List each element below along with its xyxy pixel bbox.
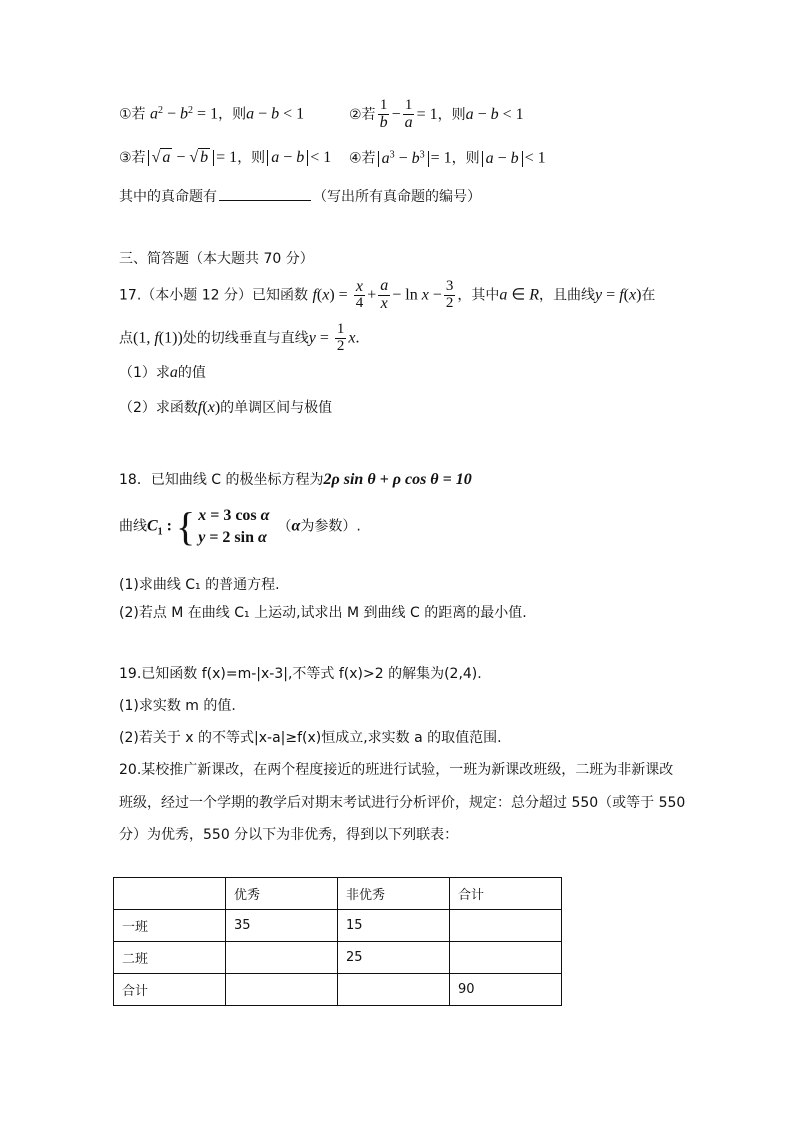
table-row <box>114 974 562 1006</box>
table-cell <box>450 910 562 942</box>
section-heading: 三、简答题（本大题共 70 分） <box>119 251 314 267</box>
table-cell: 二班 <box>114 942 226 974</box>
question-18-sub1: (1)求曲线 C₁ 的普通方程. <box>119 577 280 593</box>
table-cell <box>450 942 562 974</box>
table-cell <box>226 942 338 974</box>
question-19-sub2: (2)若关于 x 的不等式|x-a|≥f(x)恒成立,求实数 a 的取值范围. <box>119 730 502 746</box>
question-20-line3: 分）为优秀，550 分以下为非优秀，得到以下列联表： <box>119 827 459 843</box>
table-cell: 一班 <box>114 910 226 942</box>
table-cell <box>226 974 338 1006</box>
table-cell: 优秀 <box>226 878 338 910</box>
question-20-line2: 班级，经过一个学期的教学后对期末考试进行分析评价，规定：总分超过 550（或等于 550 <box>119 795 686 811</box>
question-18-line1: 18．已知曲线 C 的极坐标方程为2ρ sin θ + ρ cos θ = 10 <box>119 471 472 488</box>
table-header-row <box>114 878 562 910</box>
proposition-3: ③若 √ a − √ b = 1，则 a − b < 1 <box>119 149 332 166</box>
question-17-sub1: （1）求a的值 <box>119 364 206 381</box>
fill-in-line: 其中的真命题有 （写出所有真命题的编号） <box>119 189 481 205</box>
proposition-2: ②若 $\frac{1}{b}$ − $\frac{1}{a}$ = 1，则a − b < 1 <box>349 97 524 131</box>
table-cell: 合计 <box>450 878 562 910</box>
table-cell <box>114 878 226 910</box>
question-17-line2: 点(1, f(1))处的切线垂直与直线y = $\frac{1}{2}$ x. <box>119 321 360 354</box>
proposition-4: ④若 $a^3 - b^3 = 1$，则 a − b < 1 <box>349 149 546 167</box>
table-cell: 25 <box>338 942 450 974</box>
proposition-1: ①若 $a^2 - b^2 = 1$，则a − b < 1 <box>119 105 305 123</box>
table-cell: 90 <box>450 974 562 1006</box>
table-cell: 合计 <box>114 974 226 1006</box>
table-row <box>114 910 562 942</box>
question-17-sub2: （2）求函数f(x)的单调区间与极值 <box>119 399 333 416</box>
question-18-sub2: (2)若点 M 在曲线 C₁ 上运动,试求出 M 到曲线 C 的距离的最小值. <box>119 605 527 621</box>
question-19-sub1: (1)求实数 m 的值. <box>119 698 236 714</box>
table-cell: 15 <box>338 910 450 942</box>
table-row <box>114 942 562 974</box>
contingency-table <box>113 877 562 1006</box>
table-cell: 35 <box>226 910 338 942</box>
question-19-line1: 19.已知函数 f(x)=m-|x-3|,不等式 f(x)>2 的解集为(2,4). <box>119 666 482 682</box>
question-20-line1: 20.某校推广新课改，在两个程度接近的班进行试验，一班为新课改班级，二班为非新课改 <box>119 762 674 778</box>
question-18-curve: 曲线$C_1$ : { x = 3 cos α y = 2 sin α （α为参数）. <box>119 503 361 549</box>
answer-blank <box>219 188 311 201</box>
table-cell: 非优秀 <box>338 878 450 910</box>
table-cell <box>338 974 450 1006</box>
question-17-line1: 17.（本小题 12 分）已知函数 f(x) = $\frac{x}{4}$ + $\frac{a}{x}$ − ln x − $\frac{3}{2}$ ，其中a ∈ R，且曲线y = f(x)在 <box>119 277 656 312</box>
